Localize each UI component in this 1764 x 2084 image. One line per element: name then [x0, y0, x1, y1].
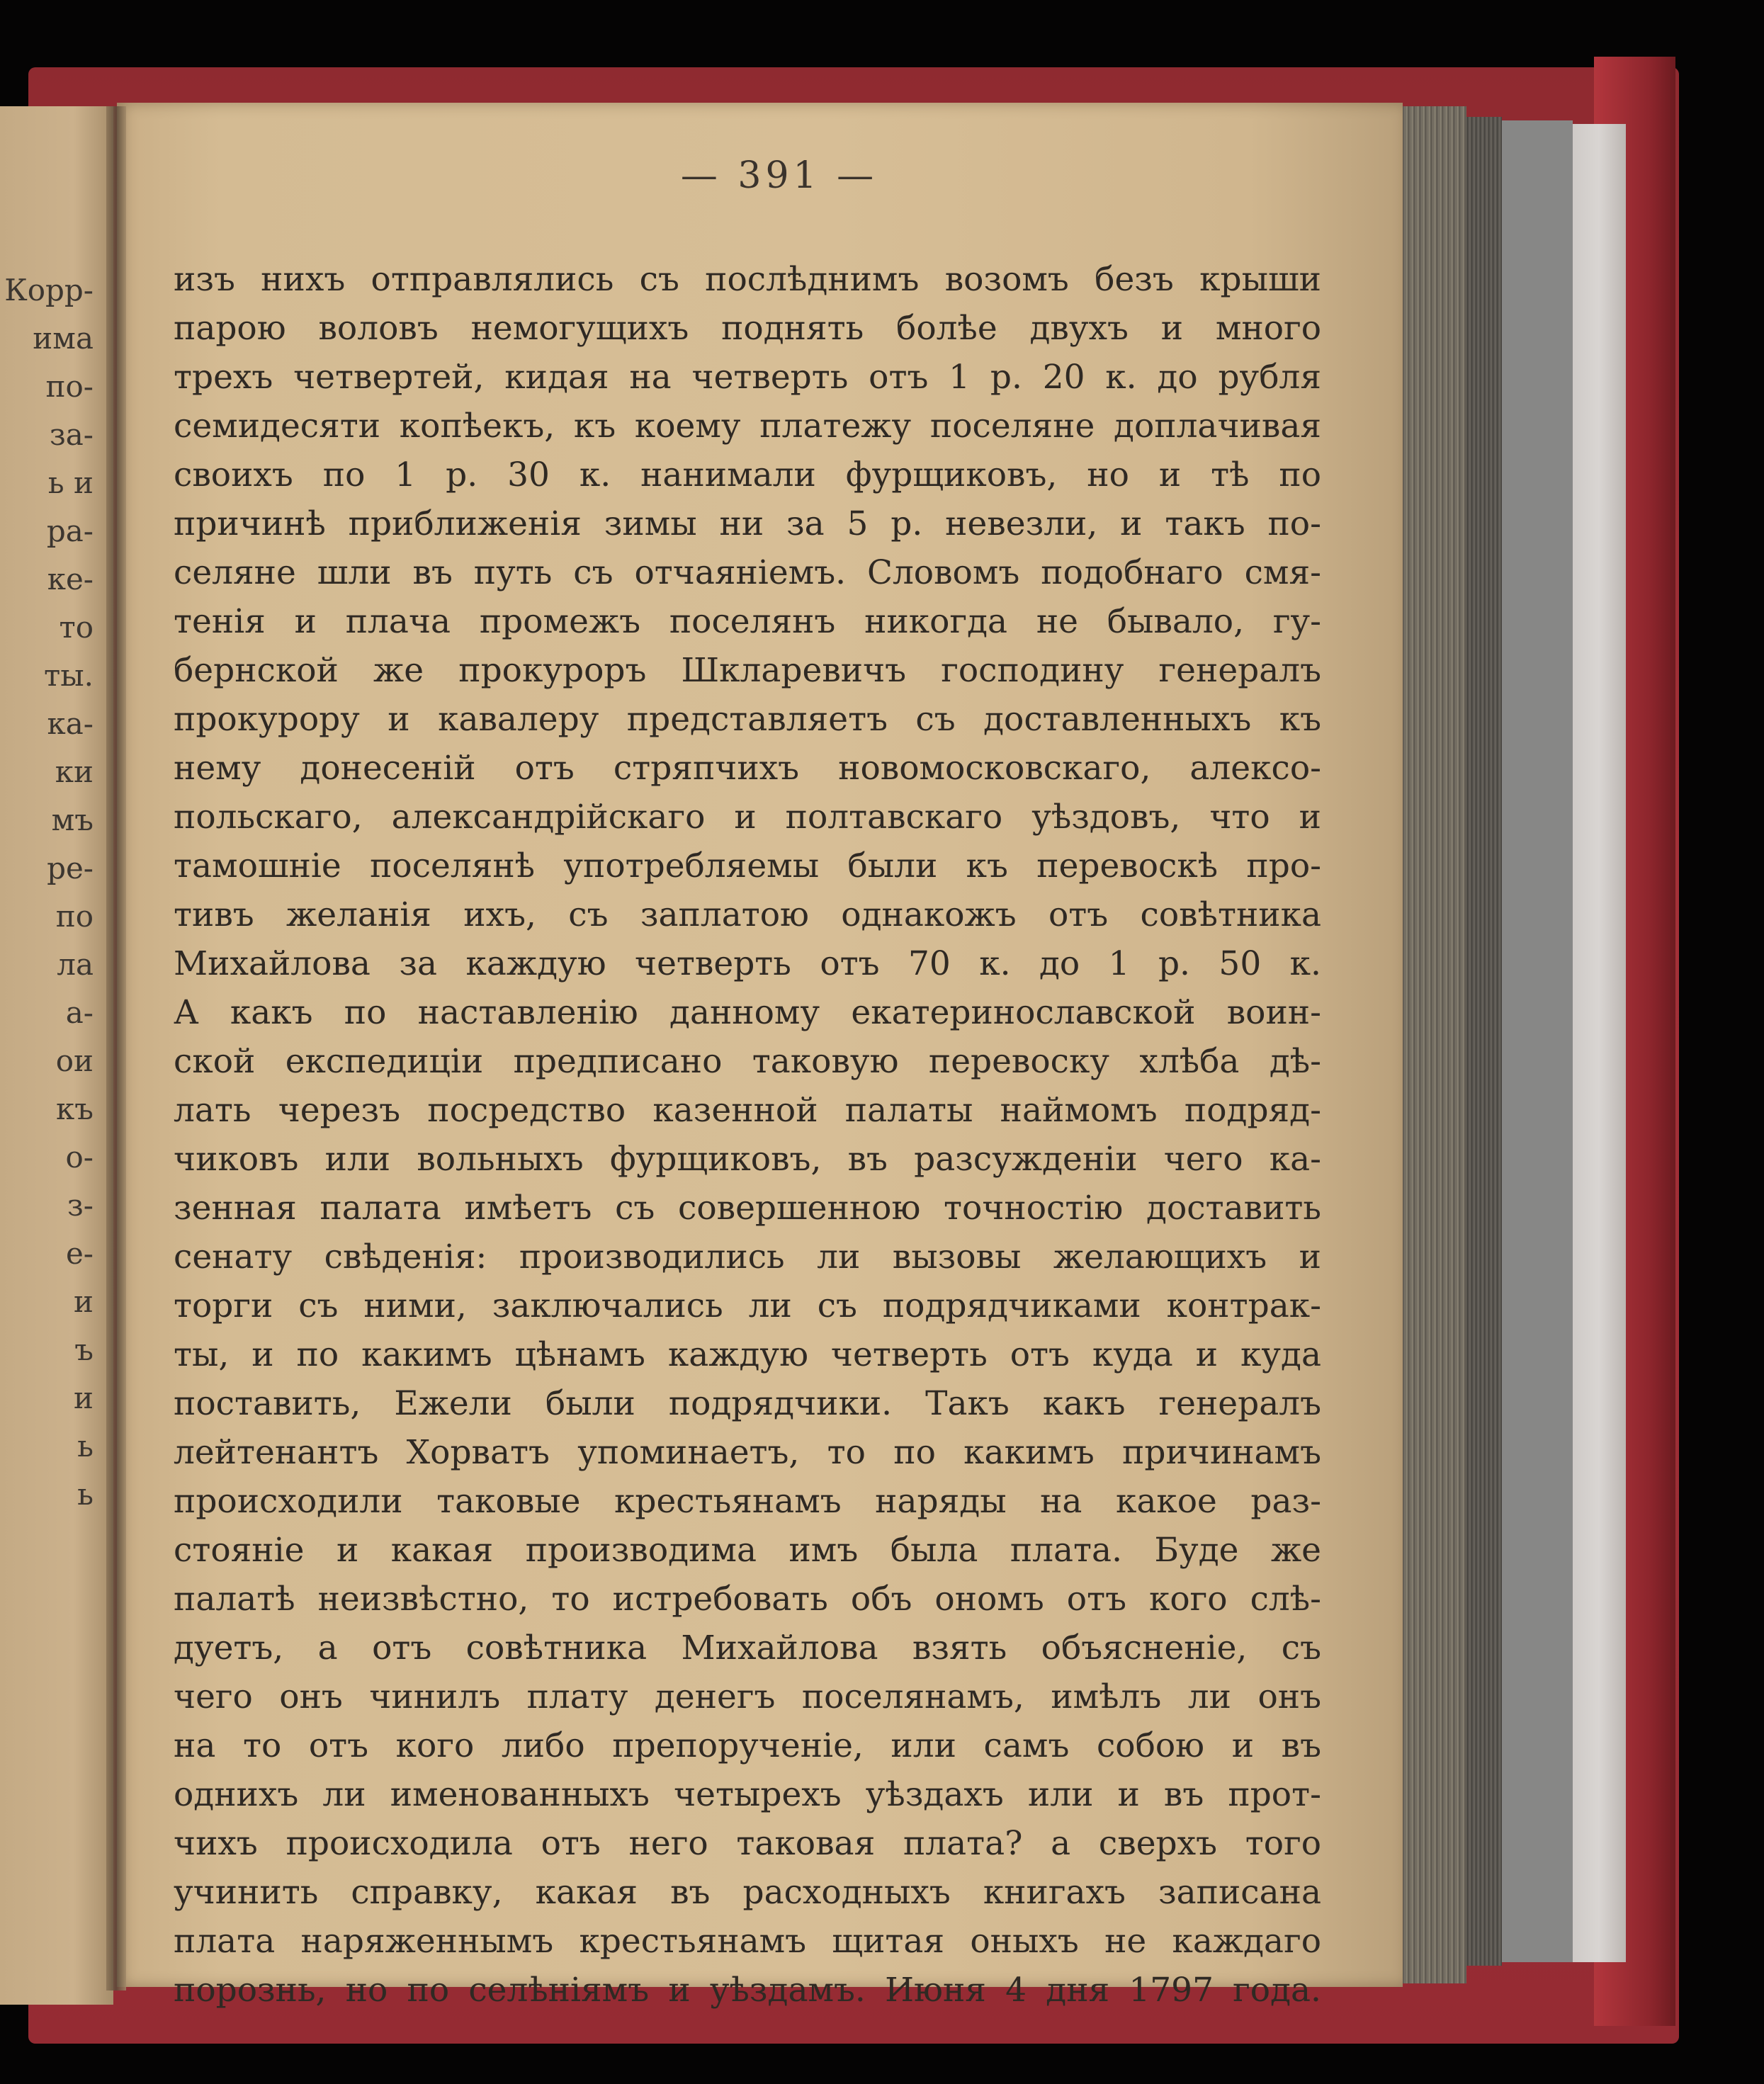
left-page-fragment: има: [33, 321, 94, 356]
page-block-edge: [1399, 106, 1466, 1983]
text-line: тенія и плача промежъ поселянъ никогда не бывало, гу-: [174, 602, 1321, 641]
text-line: сенату свѣденія: производились ли вызовы желающихъ и: [174, 1238, 1321, 1276]
left-page-fragment: о-: [65, 1140, 94, 1174]
left-page-fragment: ке-: [47, 562, 94, 596]
text-line: лейтенантъ Хорватъ упоминаетъ, то по какимъ причинамъ: [174, 1433, 1321, 1472]
text-line: селяне шли въ путь съ отчаяніемъ. Словомъ подобнаго смя-: [174, 553, 1321, 592]
text-line: тивъ желанія ихъ, съ заплатою однакожъ отъ совѣтника: [174, 895, 1321, 934]
left-page-fragment: а-: [65, 995, 94, 1030]
text-line: ты, и по какимъ цѣнамъ каждую четверть отъ куда и куда: [174, 1335, 1321, 1374]
text-line: ской експедиціи предписано таковую перевоску хлѣба дѣ-: [174, 1042, 1321, 1081]
text-line: нему донесеній отъ стряпчихъ новомосковскаго, алексо-: [174, 749, 1321, 788]
left-page-fragment: и: [74, 1284, 94, 1319]
left-page-fragment: и: [74, 1381, 94, 1415]
left-page: [0, 106, 113, 2005]
text-line: семидесяти копѣекъ, къ коему платежу поселяне доплачивая: [174, 407, 1321, 446]
left-page-fragment: ки: [55, 754, 94, 789]
text-line: учинить справку, какая въ расходныхъ книгахъ записана: [174, 1873, 1321, 1912]
left-page-fragment: то: [59, 610, 94, 645]
text-line: прокурору и кавалеру представляетъ съ доставленныхъ къ: [174, 700, 1321, 739]
text-line: чиковъ или вольныхъ фурщиковъ, въ разсужденіи чего ка-: [174, 1140, 1321, 1179]
left-page-fragment: е-: [65, 1236, 94, 1271]
left-page-fragment: ъ: [74, 1332, 94, 1367]
text-line: лать черезъ посредство казенной палаты наймомъ подряд-: [174, 1091, 1321, 1130]
left-page-fragment: мъ: [51, 803, 94, 837]
left-page-fragment: ла: [57, 947, 94, 982]
left-page-fragment: къ: [56, 1092, 94, 1126]
flyleaf-inner: [1498, 120, 1573, 1962]
left-page-fragment: по: [55, 899, 94, 934]
text-line: порознь, но по селѣніямъ и уѣздамъ. Июня 4 дня 1797 года.: [174, 1971, 1321, 2010]
book-gutter: [106, 106, 126, 1990]
text-line: зенная палата имѣетъ съ совершенною точностію доставить: [174, 1189, 1321, 1228]
left-page-fragment: ои: [55, 1043, 94, 1078]
text-line: палатѣ неизвѣстно, то истребовать объ ономъ отъ кого слѣ-: [174, 1580, 1321, 1619]
left-page-fragment: ь: [77, 1477, 94, 1512]
text-line: Михайлова за каждую четверть отъ 70 к. до 1 р. 50 к.: [174, 944, 1321, 983]
text-line: стояніе и какая производима имъ была плата. Буде же: [174, 1531, 1321, 1570]
left-page-fragment: з-: [67, 1188, 94, 1223]
left-page-fragment: ре-: [47, 851, 94, 885]
text-line: бернской же прокуроръ Шклаpeвичъ господину генералъ: [174, 651, 1321, 690]
text-line: торги съ ними, заключались ли съ подрядчиками контрак-: [174, 1286, 1321, 1325]
left-page-fragment: ь: [77, 1429, 94, 1463]
text-line: изъ нихъ отправлялись съ послѣднимъ возомъ безъ крыши: [174, 260, 1321, 299]
text-line: парою воловъ немогущихъ поднять болѣе двухъ и много: [174, 309, 1321, 348]
left-page-fragment: за-: [49, 417, 94, 452]
text-line: своихъ по 1 р. 30 к. нанимали фурщиковъ, но и тѣ по: [174, 455, 1321, 494]
left-page-fragment: по-: [45, 369, 94, 404]
text-line: дуетъ, а отъ совѣтника Михайлова взять объясненіе, съ: [174, 1629, 1321, 1667]
text-line: причинѣ приближенія зимы ни за 5 р. невезли, и такъ по-: [174, 504, 1321, 543]
text-line: чихъ происходила отъ него таковая плата? а сверхъ того: [174, 1824, 1321, 1863]
text-line: плата наряженнымъ крестьянамъ щитая оныхъ не каждаго: [174, 1922, 1321, 1961]
left-page-fragment: ты.: [43, 658, 94, 693]
text-line: однихъ ли именованныхъ четырехъ уѣздахъ или и въ прот-: [174, 1775, 1321, 1814]
left-page-fragment: ка-: [47, 706, 94, 741]
text-line: происходили таковые крестьянамъ наряды на какое раз-: [174, 1482, 1321, 1521]
page-number: — 391 —: [680, 154, 878, 197]
text-line: поставить, Ежели были подрядчики. Такъ какъ генералъ: [174, 1384, 1321, 1423]
text-line: трехъ четвертей, кидая на четверть отъ 1 р. 20 к. до рубля: [174, 358, 1321, 397]
text-line: на то отъ кого либо препорученіе, или самъ собою и въ: [174, 1726, 1321, 1765]
page-text: [174, 255, 1321, 2015]
text-line: А какъ по наставленію данному екатеринославской воин-: [174, 993, 1321, 1032]
left-page-fragment: ра-: [46, 514, 94, 548]
text-line: тамошніе поселянѣ употребляемы были къ перевоскѣ про-: [174, 846, 1321, 885]
left-page-fragment: Корр-: [4, 273, 94, 307]
text-line: польскаго, александрійскаго и полтавскаго уѣздовъ, что и: [174, 798, 1321, 837]
left-page-fragment: ь и: [47, 465, 94, 500]
text-line: чего онъ чинилъ плату денегъ поселянамъ, имѣлъ ли онъ: [174, 1677, 1321, 1716]
